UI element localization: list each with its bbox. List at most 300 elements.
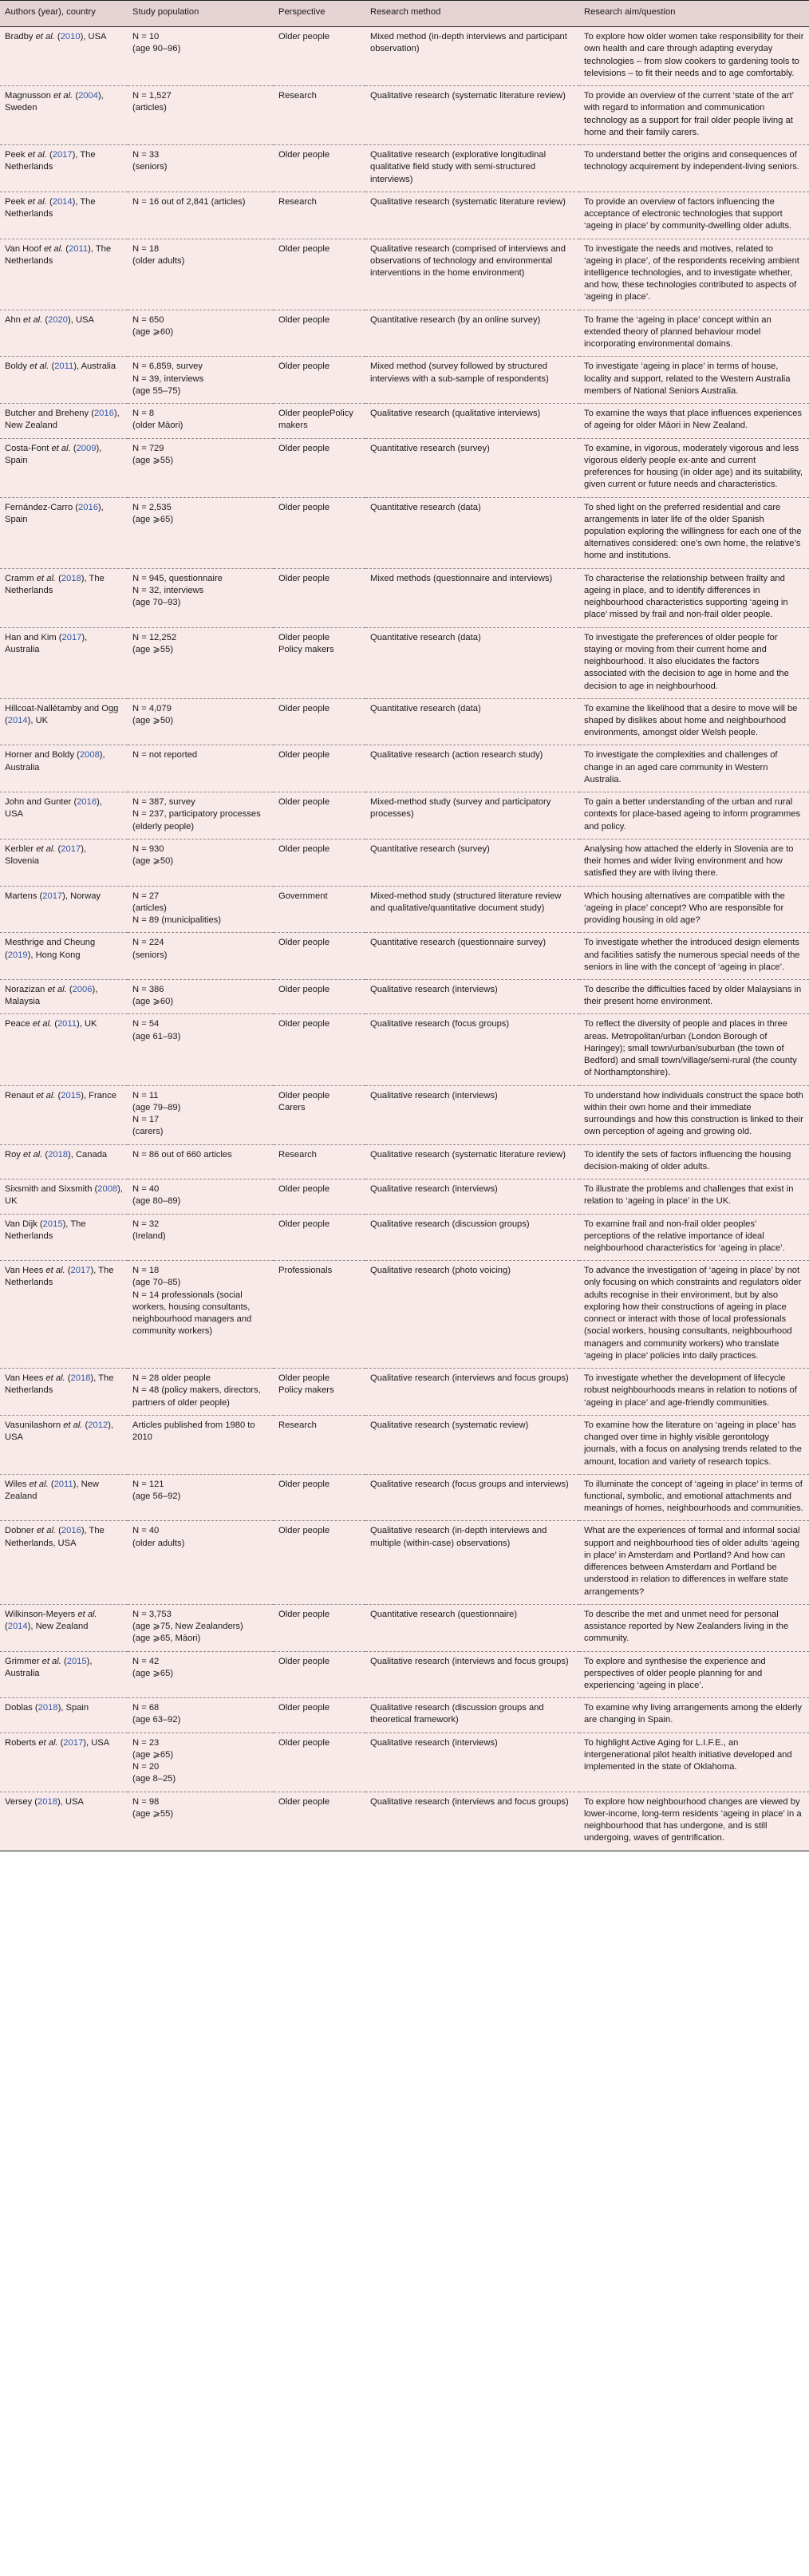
column-header-study-population: Study population [128, 1, 274, 27]
author-name: Sixsmith and Sixsmith ( [5, 1184, 98, 1195]
study-population-cell: N = 32 (Ireland) [128, 1214, 274, 1261]
author-country: ), Malaysia [5, 985, 98, 1007]
author-name: Versey ( [5, 1796, 38, 1807]
perspective-cell: Older people [274, 980, 365, 1014]
research-method-cell: Quantitative research (questionnaire) [365, 1604, 579, 1651]
citation-year-link[interactable]: 2014 [52, 196, 73, 207]
table-row [0, 1521, 809, 1604]
author-cell [0, 1698, 128, 1732]
citation-year-link[interactable]: 2017 [61, 632, 82, 642]
study-population-cell: N = 18 (older adults) [128, 239, 274, 310]
table-row [0, 933, 809, 980]
table-row [0, 310, 809, 357]
author-cell [0, 1085, 128, 1144]
perspective-cell: Older people Policy makers [274, 1369, 365, 1416]
study-population-cell: N = 16 out of 2,841 (articles) [128, 192, 274, 239]
et-al: et al. [36, 844, 56, 854]
author-country: ), Canada [68, 1149, 108, 1160]
author-cell [0, 1474, 128, 1521]
author-country: ), New Zealand [5, 409, 120, 431]
citation-year-link[interactable]: 2017 [52, 150, 73, 160]
study-population-cell: N = 23 (age ⩾65) N = 20 (age 8–25) [128, 1732, 274, 1792]
research-method-cell: Qualitative research (systematic review) [365, 1415, 579, 1474]
research-method-cell: Qualitative research (interviews) [365, 980, 579, 1014]
perspective-cell: Older people Policy makers [274, 627, 365, 698]
research-aim-cell: To understand how individuals construct the space both within their own home and their immediate surroundings and how this construction is linked to their own perception of ageing and growing old. [579, 1085, 809, 1144]
perspective-cell: Older people [274, 698, 365, 745]
perspective-cell: Older people [274, 568, 365, 627]
research-method-cell: Qualitative research (discussion groups) [365, 1214, 579, 1261]
table-row [0, 1261, 809, 1369]
research-method-cell: Quantitative research (data) [365, 627, 579, 698]
et-al: et al. [47, 985, 67, 994]
perspective-cell: Older people Carers [274, 1085, 365, 1144]
study-population-cell: N = 42 (age ⩾65) [128, 1651, 274, 1698]
citation-year-link[interactable]: 2015 [42, 1219, 63, 1229]
citation-year-link[interactable]: 2019 [7, 950, 28, 960]
citation-year-link[interactable]: 2015 [61, 1090, 81, 1100]
citation-year-link[interactable]: 2016 [93, 409, 114, 419]
perspective-cell: Older people [274, 1604, 365, 1651]
research-method-cell: Mixed-method study (survey and participatory processes) [365, 792, 579, 840]
research-method-cell: Qualitative research (interviews and focus groups) [365, 1369, 579, 1416]
study-population-cell: N = 27 (articles) N = 89 (municipalities) [128, 886, 274, 933]
citation-year-link[interactable]: 2016 [77, 797, 97, 808]
author-cell [0, 192, 128, 239]
study-population-cell: N = 12,252 (age ⩾55) [128, 627, 274, 698]
citation-year-link[interactable]: 2010 [60, 32, 81, 42]
author-country: ), New Zealand [27, 1622, 89, 1632]
et-al: et al. [41, 1656, 61, 1666]
author-country: ), The Netherlands [5, 1219, 86, 1241]
research-method-cell: Qualitative research (interviews and focus groups) [365, 1651, 579, 1698]
et-al: et al. [53, 91, 73, 101]
author-separator: ( [46, 150, 53, 160]
research-aim-cell: To investigate the needs and motives, related to ‘ageing in place’, of the respondents receiving ambient intelligence technologies, and to investigate whether, and how, these technologies contributed to aspects of ‘ageing in place’. [579, 239, 809, 310]
citation-year-link[interactable]: 2018 [37, 1796, 57, 1807]
table-row [0, 1214, 809, 1261]
citation-year-link[interactable]: 2018 [61, 573, 81, 583]
author-name: Martens ( [5, 891, 43, 901]
table-row [0, 239, 809, 310]
perspective-cell: Older people [274, 1214, 365, 1261]
study-population-cell: N = 40 (older adults) [128, 1521, 274, 1604]
study-population-cell: N = 729 (age ⩾55) [128, 438, 274, 497]
citation-year-link[interactable]: 2017 [61, 844, 81, 854]
author-cell [0, 145, 128, 192]
author-cell [0, 1261, 128, 1369]
perspective-cell: Research [274, 86, 365, 145]
perspective-cell: Older people [274, 745, 365, 792]
author-cell [0, 404, 128, 438]
citation-year-link[interactable]: 2018 [70, 1373, 91, 1384]
perspective-cell: Older peoplePolicy makers [274, 404, 365, 438]
author-country: ), Australia [5, 1656, 93, 1678]
author-name: Norazizan [5, 985, 48, 994]
author-name: John and Gunter ( [5, 797, 77, 808]
table-row [0, 792, 809, 840]
perspective-cell: Older people [274, 839, 365, 886]
et-al: et al. [36, 1526, 57, 1536]
research-aim-cell: To shed light on the preferred residential and care arrangements in later life of the older Spanish population exploring the willingness for each one of the alternatives considered: one’s own home, the relative’s home and institutions. [579, 497, 809, 568]
citation-year-link[interactable]: 2011 [57, 1019, 77, 1029]
author-country: ), Spain [5, 502, 104, 524]
author-separator: ( [55, 844, 61, 854]
column-header-authors: Authors (year), country [0, 1, 128, 27]
research-aim-cell: To provide an overview of the current ‘state of the art’ with regard to information and communication technology as a support for frail older people living at home and their family carers. [579, 86, 809, 145]
author-cell [0, 1604, 128, 1651]
author-name: Hillcoat-Nallétamby and Ogg ( [5, 703, 119, 726]
research-aim-cell: To illuminate the concept of ‘ageing in place’ in terms of functional, symbolic, and emotional attachments and meanings of homes, neighbourhoods and communities. [579, 1474, 809, 1521]
perspective-cell: Research [274, 1415, 365, 1474]
study-population-cell: N = 3,753 (age ⩾75, New Zealanders) (age ⩾65, Māori) [128, 1604, 274, 1651]
research-method-cell: Qualitative research (discussion groups and theoretical framework) [365, 1698, 579, 1732]
author-cell [0, 27, 128, 86]
study-population-cell: N = 1,527 (articles) [128, 86, 274, 145]
table-row [0, 1014, 809, 1085]
research-aim-cell: To advance the investigation of ‘ageing in place’ by not only focusing on which constraints and regulators older adults recognise in their environment, but by also exploring how their constructions of ageing in place connect or interact with those of local professionals (social workers, housing consultants, neighbourhood managers and community workers) who translate ‘ageing in place’ policies into daily practices. [579, 1261, 809, 1369]
study-population-cell: N = 10 (age 90–96) [128, 27, 274, 86]
table-row [0, 404, 809, 438]
perspective-cell: Older people [274, 1521, 365, 1604]
author-country: ), UK [27, 716, 49, 726]
research-method-cell: Qualitative research (systematic literature review) [365, 192, 579, 239]
research-aim-cell: To examine, in vigorous, moderately vigorous and less vigorous elderly people ex-ante and current preferences for housing (in older age) and its suitability, given current or future needs and characteristics. [579, 438, 809, 497]
citation-year-link[interactable]: 2017 [63, 1737, 84, 1748]
author-separator: ( [61, 1656, 67, 1666]
research-method-cell: Qualitative research (interviews and focus groups) [365, 1792, 579, 1851]
author-name: Roy [5, 1149, 24, 1160]
author-country: ), USA [83, 1737, 110, 1748]
table-row [0, 1792, 809, 1851]
perspective-cell: Research [274, 1144, 365, 1179]
study-population-cell: N = 54 (age 61–93) [128, 1014, 274, 1085]
author-country: ), Australia [5, 750, 105, 772]
column-header-research-method: Research method [365, 1, 579, 27]
author-name: Boldy [5, 362, 30, 372]
et-al: et al. [51, 443, 71, 453]
research-aim-cell: To understand better the origins and consequences of technology acquirement by independent-living seniors. [579, 145, 809, 192]
author-cell [0, 933, 128, 980]
author-cell [0, 1415, 128, 1474]
author-separator: ( [56, 1526, 61, 1536]
table-row [0, 980, 809, 1014]
author-separator: ( [56, 573, 61, 583]
study-population-cell: N = 11 (age 79–89) N = 17 (carers) [128, 1085, 274, 1144]
research-aim-cell: To illustrate the problems and challenges that exist in relation to ‘ageing in place’ in the UK. [579, 1179, 809, 1214]
study-population-cell: Articles published from 1980 to 2010 [128, 1415, 274, 1474]
table-row [0, 745, 809, 792]
et-al: et al. [43, 243, 64, 254]
research-method-cell: Quantitative research (data) [365, 698, 579, 745]
table-row [0, 1474, 809, 1521]
study-population-cell: N = 18 (age 70–85) N = 14 professionals (social workers, housing consultants, neighbourhood managers and community workers) [128, 1261, 274, 1369]
citation-year-link[interactable]: 2008 [79, 750, 100, 761]
author-separator: ( [55, 1090, 61, 1100]
author-name: Ahn [5, 314, 24, 325]
author-cell [0, 1144, 128, 1179]
citation-year-link[interactable]: 2011 [53, 1479, 73, 1489]
author-country: ), USA [80, 32, 107, 42]
author-country: ), UK [5, 1184, 123, 1207]
research-method-cell: Quantitative research (survey) [365, 839, 579, 886]
author-name: Doblas ( [5, 1703, 38, 1713]
author-cell [0, 86, 128, 145]
author-name: Van Hoof [5, 243, 44, 254]
author-country: ), Hong Kong [27, 950, 81, 960]
research-method-cell: Qualitative research (qualitative interviews) [365, 404, 579, 438]
author-country: ), UK [77, 1019, 97, 1029]
author-country: ), USA [5, 1420, 114, 1443]
column-header-perspective: Perspective [274, 1, 365, 27]
table-body [0, 27, 809, 1851]
author-cell [0, 980, 128, 1014]
author-name: Han and Kim ( [5, 632, 62, 642]
perspective-cell: Older people [274, 1651, 365, 1698]
research-aim-cell: What are the experiences of formal and informal social support and neighbourhood ties of older adults ‘ageing in place’ in Amsterdam and Portland? And how can differences between Amsterdam and Portland be understood in relation to differences in welfare state arrangements? [579, 1521, 809, 1604]
research-method-cell: Qualitative research (photo voicing) [365, 1261, 579, 1369]
citation-year-link[interactable]: 2017 [70, 1266, 91, 1276]
table-row [0, 357, 809, 404]
author-cell [0, 627, 128, 698]
study-population-cell: N = 945, questionnaire N = 32, interviews (age 70–93) [128, 568, 274, 627]
author-separator: ( [49, 362, 55, 372]
et-al: et al. [23, 314, 43, 325]
table-row [0, 27, 809, 86]
research-aim-cell: To examine frail and non-frail older peoples’ perceptions of the relative importance of ideal neighbourhood characteristics for ‘ageing in place’. [579, 1214, 809, 1261]
author-country: ), Norway [62, 891, 101, 901]
author-country: ), The Netherlands [5, 573, 105, 595]
research-aim-cell: To examine why living arrangements among the elderly are changing in Spain. [579, 1698, 809, 1732]
author-name: Van Hees [5, 1373, 46, 1384]
research-method-cell: Qualitative research (comprised of interviews and observations of technology and environmental interventions in the home environment) [365, 239, 579, 310]
et-al: et al. [32, 1019, 53, 1029]
citation-year-link[interactable]: 2017 [42, 891, 63, 901]
author-separator: ( [52, 1019, 57, 1029]
author-country: ), USA [5, 797, 102, 820]
author-separator: ( [65, 1373, 71, 1384]
author-name: Van Hees [5, 1266, 46, 1276]
research-aim-cell: To examine the ways that place influences experiences of ageing for older Māori in New Zealand. [579, 404, 809, 438]
author-cell [0, 1521, 128, 1604]
citation-year-link[interactable]: 2009 [76, 443, 97, 453]
citation-year-link[interactable]: 2012 [88, 1420, 109, 1430]
study-population-cell: N = 33 (seniors) [128, 145, 274, 192]
perspective-cell: Older people [274, 357, 365, 404]
citation-year-link[interactable]: 2011 [54, 362, 74, 372]
et-al: et al. [36, 573, 57, 583]
research-method-cell: Quantitative research (data) [365, 497, 579, 568]
author-name: Wiles [5, 1479, 30, 1489]
author-cell [0, 568, 128, 627]
research-method-cell: Qualitative research (interviews) [365, 1732, 579, 1792]
table-row [0, 1698, 809, 1732]
table-row [0, 1179, 809, 1214]
author-name: Bradby [5, 32, 36, 42]
research-aim-cell: To characterise the relationship between frailty and ageing in place, and to identify differences in neighbourhood characteristics supporting ‘ageing in place’ missed by frail and non-frail older people. [579, 568, 809, 627]
research-method-cell: Mixed-method study (structured literature review and qualitative/quantitative document study) [365, 886, 579, 933]
perspective-cell: Older people [274, 497, 365, 568]
author-country: ), USA [68, 314, 94, 325]
research-method-cell: Qualitative research (action research study) [365, 745, 579, 792]
research-method-cell: Qualitative research (in-depth interviews and multiple (within-case) observations) [365, 1521, 579, 1604]
author-name: Wilkinson-Meyers [5, 1609, 78, 1619]
perspective-cell: Older people [274, 1474, 365, 1521]
author-cell [0, 239, 128, 310]
citation-year-link[interactable]: 2020 [48, 314, 69, 325]
author-country: ), The Netherlands [5, 150, 96, 172]
study-population-cell: N = 86 out of 660 articles [128, 1144, 274, 1179]
research-aim-cell: To frame the ‘ageing in place’ concept within an extended theory of planned behaviour model incorporating environmental domains. [579, 310, 809, 357]
citation-year-link[interactable]: 2011 [69, 243, 89, 254]
author-name: Costa-Font [5, 443, 52, 453]
author-name: Vasunilashorn [5, 1420, 64, 1430]
research-aim-cell: To provide an overview of factors influencing the acceptance of electronic technologies that support ‘ageing in place’ by community-dwelling older adults. [579, 192, 809, 239]
perspective-cell: Older people [274, 1179, 365, 1214]
research-method-cell: Qualitative research (interviews) [365, 1085, 579, 1144]
perspective-cell: Older people [274, 310, 365, 357]
author-country: ), Sweden [5, 91, 104, 113]
table-row [0, 192, 809, 239]
research-aim-cell: To gain a better understanding of the urban and rural contexts for place-based ageing to inform programmes and policy. [579, 792, 809, 840]
author-country: ), The Netherlands [5, 243, 112, 266]
table-row [0, 886, 809, 933]
study-population-cell: N = 650 (age ⩾60) [128, 310, 274, 357]
table-row [0, 568, 809, 627]
citation-year-link[interactable]: 2008 [97, 1184, 118, 1195]
citation-year-link[interactable]: 2018 [37, 1703, 58, 1713]
author-country: ), France [81, 1090, 116, 1100]
et-al: et al. [45, 1373, 65, 1384]
citation-year-link[interactable]: 2006 [72, 985, 93, 994]
table-row [0, 86, 809, 145]
research-method-cell: Qualitative research (focus groups) [365, 1014, 579, 1085]
author-separator: ( [57, 1737, 64, 1748]
study-population-cell: N = 6,859, survey N = 39, interviews (age 55–75) [128, 357, 274, 404]
author-country: ), The Netherlands, USA [5, 1526, 105, 1548]
research-aim-cell: To investigate the preferences of older people for staying or moving from their current home and neighbourhood. It also elucidates the factors associated with the decision to age in home and the decision to age in neighbourhood. [579, 627, 809, 698]
study-population-cell: N = 2,535 (age ⩾65) [128, 497, 274, 568]
author-cell [0, 886, 128, 933]
study-population-cell: N = 4,079 (age ⩾50) [128, 698, 274, 745]
author-cell [0, 1214, 128, 1261]
author-separator: ( [73, 91, 79, 101]
perspective-cell: Older people [274, 1792, 365, 1851]
research-aim-cell: To reflect the diversity of people and places in three areas. Metropolitan/urban (London Borough of Haringey); small town/urban/suburban (the town of Bedford) and small town/village/semi-rural (the county of Northamptonshire). [579, 1014, 809, 1085]
table-row [0, 698, 809, 745]
column-header-research-aim: Research aim/question [579, 1, 809, 27]
research-method-cell: Quantitative research (survey) [365, 438, 579, 497]
perspective-cell: Older people [274, 933, 365, 980]
author-cell [0, 792, 128, 840]
author-cell [0, 1014, 128, 1085]
author-name: Grimmer [5, 1656, 42, 1666]
author-cell [0, 1369, 128, 1416]
author-separator: ( [42, 1149, 49, 1160]
et-al: et al. [27, 196, 47, 207]
citation-year-link[interactable]: 2004 [78, 91, 98, 101]
research-aim-cell: To describe the met and unmet need for personal assistance reported by New Zealanders living in the community. [579, 1604, 809, 1651]
author-country: ), The Netherlands [5, 1266, 114, 1288]
research-aim-cell: Which housing alternatives are compatible with the ‘ageing in place’ concept? Who are responsible for providing housing in old age? [579, 886, 809, 933]
author-name: Kerbler [5, 844, 37, 854]
citation-year-link[interactable]: 2014 [7, 1622, 28, 1632]
author-name: Horner and Boldy ( [5, 750, 80, 761]
table-row [0, 145, 809, 192]
study-population-cell: N = 386 (age ⩾60) [128, 980, 274, 1014]
perspective-cell: Older people [274, 145, 365, 192]
research-method-cell: Qualitative research (explorative longitudinal qualitative field study with semi-structured interviews) [365, 145, 579, 192]
author-name: Dobner [5, 1526, 37, 1536]
author-name: Peace [5, 1019, 33, 1029]
author-name: Peek [5, 150, 28, 160]
author-cell [0, 839, 128, 886]
author-cell [0, 497, 128, 568]
author-name: Renaut [5, 1090, 37, 1100]
table-row [0, 438, 809, 497]
research-method-cell: Qualitative research (systematic literature review) [365, 1144, 579, 1179]
author-separator: ( [48, 1479, 54, 1489]
perspective-cell: Research [274, 192, 365, 239]
research-aim-cell: To investigate whether the development of lifecycle robust neighbourhoods means in relation to notions of ‘ageing in place’ and age-friendly communities. [579, 1369, 809, 1416]
citation-year-link[interactable]: 2016 [61, 1526, 81, 1536]
author-cell [0, 1792, 128, 1851]
research-aim-cell: To examine the likelihood that a desire to move will be shaped by dislikes about home and neighbourhood environments, amongst older Welsh people. [579, 698, 809, 745]
table-row [0, 1604, 809, 1651]
table-row [0, 1651, 809, 1698]
table-row [0, 1369, 809, 1416]
author-country: ), Slovenia [5, 844, 87, 867]
research-method-cell: Mixed method (survey followed by structured interviews with a sub-sample of respondents) [365, 357, 579, 404]
table-row [0, 1144, 809, 1179]
study-population-cell: N = not reported [128, 745, 274, 792]
citation-year-link[interactable]: 2015 [66, 1656, 87, 1666]
author-country: ), Spain [57, 1703, 89, 1713]
citation-year-link[interactable]: 2018 [48, 1149, 69, 1160]
study-population-cell: N = 68 (age 63–92) [128, 1698, 274, 1732]
study-population-cell: N = 40 (age 80–89) [128, 1179, 274, 1214]
research-aim-cell: To investigate the complexities and challenges of change in an aged care community in Western Australia. [579, 745, 809, 792]
research-aim-cell: To explore how neighbourhood changes are viewed by lower-income, long-term residents ‘ageing in place’ in a neighbourhood that has undergone, and is still undergoing, waves of gentrification. [579, 1792, 809, 1851]
et-al: et al. [36, 1090, 56, 1100]
study-population-cell: N = 8 (older Māori) [128, 404, 274, 438]
perspective-cell: Older people [274, 27, 365, 86]
research-aim-cell: To examine how the literature on ‘ageing in place’ has changed over time in highly visible gerontology journals, with a focus on analysing trends related to the amount, location and variety of research topics. [579, 1415, 809, 1474]
research-aim-cell: To investigate ‘ageing in place’ in terms of house, locality and support, related to the Western Australia members of National Seniors Australia. [579, 357, 809, 404]
author-cell [0, 310, 128, 357]
et-al: et al. [77, 1609, 97, 1619]
table-row [0, 497, 809, 568]
et-al: et al. [23, 1149, 43, 1160]
table-row [0, 1415, 809, 1474]
research-method-cell: Qualitative research (focus groups and interviews) [365, 1474, 579, 1521]
perspective-cell: Government [274, 886, 365, 933]
research-aim-cell: To explore and synthesise the experience and perspectives of older people planning for and experiencing ‘ageing in place’. [579, 1651, 809, 1698]
study-population-cell: N = 121 (age 56–92) [128, 1474, 274, 1521]
author-cell [0, 357, 128, 404]
author-cell [0, 745, 128, 792]
author-separator: ( [63, 243, 69, 254]
author-separator: ( [5, 1622, 8, 1632]
author-cell [0, 698, 128, 745]
study-population-cell: N = 98 (age ⩾55) [128, 1792, 274, 1851]
citation-year-link[interactable]: 2014 [7, 716, 28, 726]
citation-year-link[interactable]: 2016 [78, 502, 98, 512]
et-al: et al. [35, 32, 55, 42]
author-cell [0, 438, 128, 497]
perspective-cell: Older people [274, 792, 365, 840]
research-method-cell: Quantitative research (questionnaire survey) [365, 933, 579, 980]
